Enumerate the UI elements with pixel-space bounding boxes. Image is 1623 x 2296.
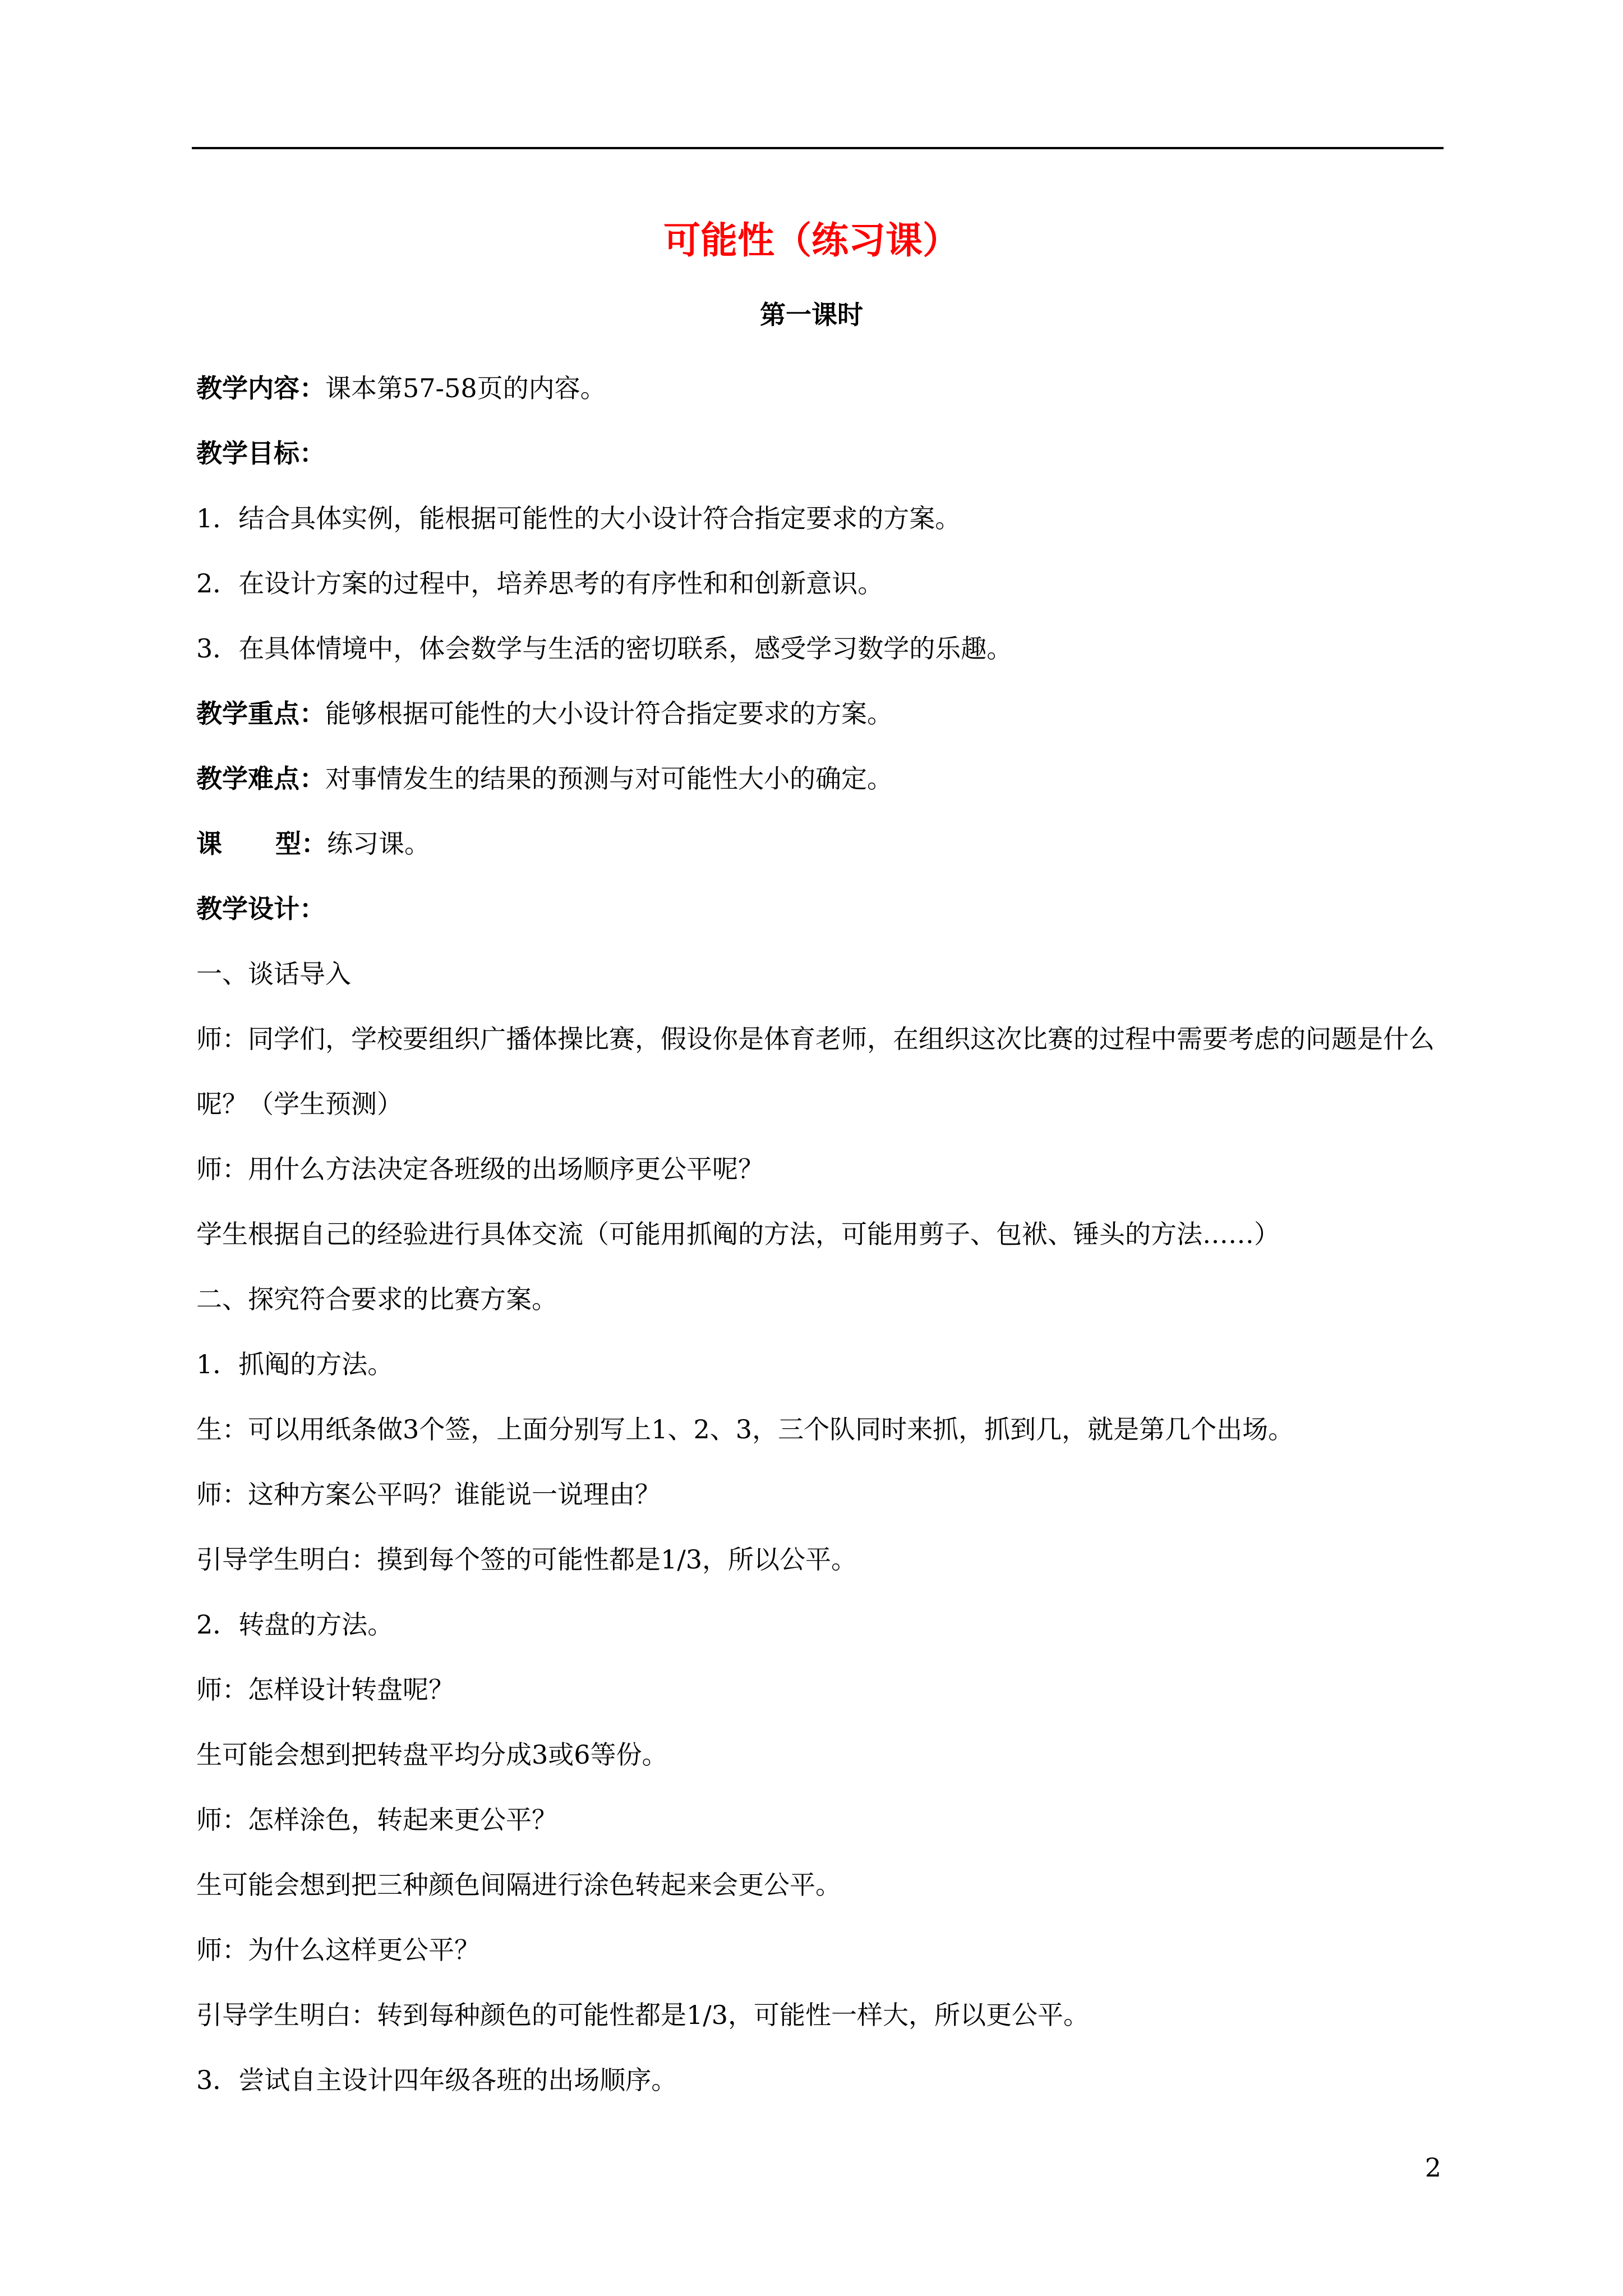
section-1-paragraph-1: 师：同学们，学校要组织广播体操比赛，假设你是体育老师，在组织这次比赛的过程中需要考虑的问题是什么呢？（学生预测） — [196, 1024, 1435, 1119]
section-2-paragraph-2: 师：这种方案公平吗？谁能说一说理由？ — [196, 1479, 661, 1510]
section-2-paragraph-8: 师：为什么这样更公平？ — [196, 1935, 480, 1965]
section-2-paragraph-7: 生可能会想到把三种颜色间隔进行涂色转起来会更公平。 — [196, 1870, 841, 1900]
section-1-paragraph-3: 学生根据自己的经验进行具体交流（可能用抓阄的方法，可能用剪子、包袱、锤头的方法……） — [196, 1219, 1280, 1249]
lesson-type-label-b: 型： — [275, 829, 327, 859]
teaching-difficulty — [196, 746, 1447, 811]
goal-item-3: 3．在具体情境中，体会数学与生活的密切联系，感受学习数学的乐趣。 — [196, 633, 1013, 664]
section-1-paragraph-2: 师：用什么方法决定各班级的出场顺序更公平呢？ — [196, 1154, 764, 1184]
section-2-paragraph-4: 师：怎样设计转盘呢？ — [196, 1674, 454, 1705]
teaching-key-label: 教学重点： — [196, 698, 325, 729]
teaching-design-heading — [196, 876, 1447, 941]
teaching-content — [196, 356, 1447, 421]
section-2-item-3: 3．尝试自主设计四年级各班的出场顺序。 — [196, 2065, 677, 2095]
section-1-heading: 一、谈话导入 — [196, 959, 351, 989]
teaching-goals-heading — [196, 421, 1447, 486]
teaching-difficulty-text: 对事情发生的结果的预测与对可能性大小的确定。 — [325, 763, 893, 794]
lesson-type — [196, 811, 1447, 876]
goal-item-2: 2．在设计方案的过程中，培养思考的有序性和和创新意识。 — [196, 568, 884, 599]
document-body — [196, 356, 1447, 2113]
teaching-key-text: 能够根据可能性的大小设计符合指定要求的方案。 — [325, 698, 893, 729]
section-2-paragraph-9: 引导学生明白：转到每种颜色的可能性都是1/3，可能性一样大，所以更公平。 — [196, 2000, 1090, 2030]
section-2-item-1: 1．抓阄的方法。 — [196, 1349, 394, 1379]
document-title: 可能性（练习课） — [663, 218, 960, 262]
teaching-key-point — [196, 681, 1447, 746]
teaching-content-label: 教学内容： — [196, 373, 325, 403]
section-2-item-2: 2．转盘的方法。 — [196, 1609, 394, 1640]
section-2-paragraph-1: 生：可以用纸条做3个签，上面分别写上1、2、3，三个队同时来抓，抓到几，就是第几个出场。 — [196, 1414, 1294, 1444]
teaching-content-text: 课本第57-58页的内容。 — [325, 373, 606, 403]
section-2-paragraph-6: 师：怎样涂色，转起来更公平？ — [196, 1805, 557, 1835]
lesson-type-label-a: 课 — [196, 829, 275, 859]
teaching-difficulty-label: 教学难点： — [196, 763, 325, 794]
header-rule — [192, 147, 1444, 149]
page-number: 2 — [1424, 2152, 1441, 2183]
section-2-paragraph-3: 引导学生明白：摸到每个签的可能性都是1/3，所以公平。 — [196, 1544, 857, 1575]
section-2-paragraph-5: 生可能会想到把转盘平均分成3或6等份。 — [196, 1740, 668, 1770]
document-subtitle: 第一课时 — [760, 300, 863, 330]
section-2-heading: 二、探究符合要求的比赛方案。 — [196, 1284, 557, 1314]
teaching-design-label: 教学设计： — [196, 894, 325, 924]
lesson-type-text: 练习课。 — [327, 829, 430, 859]
goal-item-1: 1．结合具体实例，能根据可能性的大小设计符合指定要求的方案。 — [196, 503, 961, 533]
teaching-goals-label: 教学目标： — [196, 438, 325, 468]
